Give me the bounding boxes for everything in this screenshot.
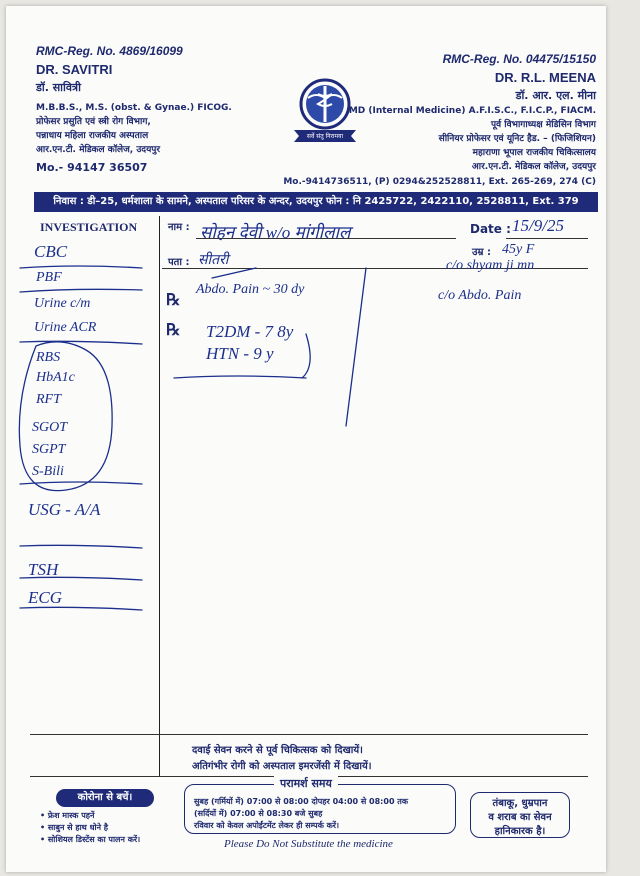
inv-item: SGPT: [32, 442, 66, 457]
inv-item: USG - A/A: [28, 500, 101, 519]
hw-rx-htn: HTN - 9 y: [206, 344, 274, 363]
inv-item: Urine ACR: [34, 320, 97, 335]
inv-item: PBF: [36, 270, 62, 285]
right-line: MD (Internal Medicine) A.F.I.S.C., F.I.C.P., FIACM.: [348, 106, 596, 116]
pen-underline: [20, 266, 142, 268]
hw-rx-complaint: Abdo. Pain ~ 30 dy: [196, 282, 305, 297]
inv-item: HbA1c: [36, 370, 75, 385]
footer-note: Please Do Not Substitute the medicine: [224, 838, 393, 850]
left-line: प्रोफेसर प्रसुति एवं स्त्री रोग विभाग,: [36, 117, 151, 127]
right-doctor-name: DR. R.L. MEENA: [494, 70, 596, 85]
note-line: अतिगंभीर रोगी को अस्पताल इमरजेंसी में दिखायें।: [192, 761, 372, 772]
hw-rx-t2dm: T2DM - 7 8y: [206, 322, 294, 341]
consult-title: परामर्श समय: [274, 776, 338, 791]
pen-underline: [20, 545, 142, 548]
right-line: महाराणा भूपाल राजकीय चिकित्सालय: [472, 148, 596, 158]
pen-underline: [174, 376, 306, 378]
left-line: आर.एन.टी. मेडिकल कॉलेज, उदयपुर: [36, 145, 161, 155]
inv-item: RFT: [36, 392, 61, 407]
right-phone: Mo.-9414736511, (P) 0294&252528811, Ext. 265-269, 274 (C): [283, 177, 596, 187]
left-doctor-name-hindi: डॉ. सावित्री: [36, 81, 81, 94]
left-doctor-name: DR. SAVITRI: [36, 62, 113, 77]
rx-symbol-1: ℞: [166, 292, 181, 309]
left-reg-number: RMC-Reg. No. 4869/16099: [36, 44, 183, 58]
pen-mark: [212, 268, 256, 278]
hw-age: 45y F: [502, 242, 535, 257]
tobacco-line: हानिकारक है।: [494, 826, 546, 837]
hw-co: c/o shyam ji mn: [446, 258, 535, 273]
right-doctor-name-hindi: डॉ. आर. एल. मीना: [515, 89, 596, 102]
pen-mark: [302, 334, 310, 378]
address-bar: निवास : डी–25, धर्मशाला के सामने, अस्पताल परिसर के अन्दर, उदयपुर फोन : नि 2425722, 2422110, 2528811, Ext. 379: [34, 192, 598, 212]
right-line: पूर्व विभागाध्यक्ष मेडिसिन विभाग: [491, 120, 596, 130]
corona-item: • सोशियल डिस्टेंस का पालन करें।: [40, 835, 141, 844]
left-line: M.B.B.S., M.S. (obst. & Gynae.) FICOG.: [36, 103, 232, 113]
pen-underline: [20, 289, 142, 292]
right-line: आर.एन.टी. मेडिकल कॉलेज, उदयपुर: [471, 162, 596, 172]
left-mobile: Mo.- 94147 36507: [36, 161, 148, 174]
pen-underline: [20, 577, 142, 580]
pen-line: [346, 268, 366, 426]
tobacco-line: तंबाकू, धुम्रपान: [492, 798, 548, 809]
inv-item: ECG: [28, 588, 62, 607]
corona-title: कोरोना से बचें।: [56, 789, 154, 807]
name-label: नाम :: [168, 222, 190, 233]
inv-item: TSH: [28, 560, 59, 579]
consult-line: रविवार को केवल अपोईंटमेंट लेकर ही सम्पर्क करें।: [194, 821, 340, 830]
pen-underline: [20, 482, 142, 484]
date-label: Date :: [470, 222, 511, 236]
hw-date: 15/9/25: [512, 216, 564, 235]
address-label: पता :: [168, 257, 190, 268]
inv-item: Urine c/m: [34, 296, 91, 311]
pen-underline: [20, 341, 142, 344]
pen-underline: [20, 607, 142, 610]
hw-patient-name: सोहन देवी w/o मांगीलाल: [200, 223, 351, 242]
right-line: सीनियर प्रोफेसर एवं यूनिट हैड. – (फिजिशियन): [438, 134, 596, 144]
tobacco-line: व शराब का सेवन: [488, 812, 552, 823]
corona-item: • साबुन से हाथ धोने है: [40, 823, 109, 832]
note-line: दवाई सेवन करने से पूर्व चिकित्सक को दिखायें।: [192, 745, 363, 756]
consult-line: सुबह (गर्मियों में) 07:00 से 08:00 दोपहर 04:00 से 08:00 तक: [194, 797, 409, 806]
prescription-page: [6, 6, 606, 872]
inv-item: SGOT: [32, 420, 68, 435]
logo-ribbon-text: सर्वे संतु निरामया: [306, 133, 344, 140]
investigation-heading: INVESTIGATION: [40, 220, 138, 234]
hw-co-right: c/o Abdo. Pain: [438, 288, 522, 303]
inv-item: S-Bili: [32, 464, 64, 479]
bottom-divider: [30, 734, 588, 735]
pen-circle: [19, 342, 112, 491]
tobacco-warning: [470, 792, 570, 838]
age-label: उम्र :: [472, 247, 491, 258]
rx-symbol-2: ℞: [166, 322, 181, 339]
corona-item: • फ्रेश मास्क पहनें: [40, 811, 95, 820]
hw-address: सीतरी: [198, 253, 229, 268]
left-line: पन्नाधाय महिला राजकीय अस्पताल: [36, 131, 149, 141]
consult-line: (सर्दियों में) 07:00 से 08:30 बजे सुबह: [194, 809, 323, 818]
inv-item: CBC: [34, 242, 68, 261]
inv-item: RBS: [36, 350, 61, 365]
right-reg-number: RMC-Reg. No. 04475/15150: [442, 52, 596, 66]
